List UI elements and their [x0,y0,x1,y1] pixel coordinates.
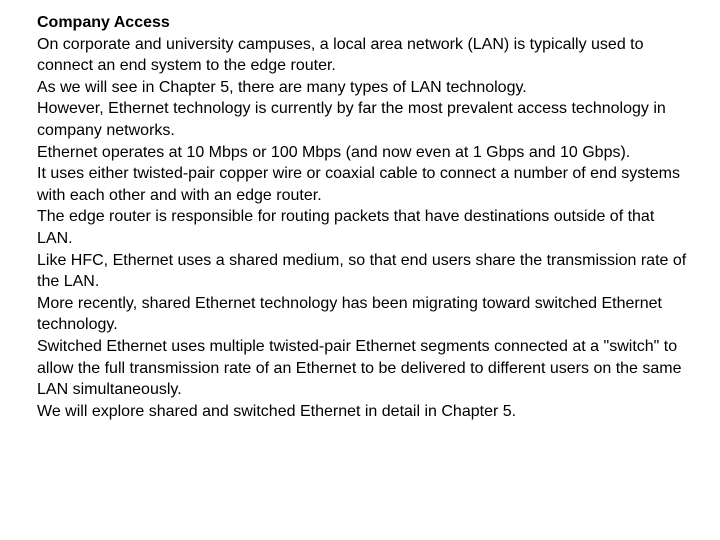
paragraph-ethernet-speeds: Ethernet operates at 10 Mbps or 100 Mbps (and now even at 1 Gbps and 10 Gbps). [37,143,631,161]
paragraph-chapter-reference: We will explore shared and switched Ethernet in detail in Chapter 5. [37,402,517,420]
paragraph-lan-intro: On corporate and university campuses, a local area network (LAN) is typically used to connect an end system to the edge router. [37,35,644,75]
slide-body [37,12,687,422]
paragraph-edge-router: The edge router is responsible for routing packets that have destinations outside of that LAN. [37,208,655,247]
paragraph-switched-ethernet: Switched Ethernet uses multiple twisted-pair Ethernet segments connected at a "switch" to allow the full transmission rate of an Ethernet to be delivered to different users on the same LAN simultaneously. [37,337,682,399]
slide-title: Company Access [37,14,170,31]
paragraph-ethernet-media: It uses either twisted-pair copper wire or coaxial cable to connect a number of end systems with each other and with an edge router. [37,165,680,204]
paragraph-lan-types: As we will see in Chapter 5, there are many types of LAN technology. [37,78,527,96]
paragraph-migration: More recently, shared Ethernet technology has been migrating toward switched Ethernet technology. [37,294,662,334]
paragraph-shared-medium: Like HFC, Ethernet uses a shared medium, so that end users share the transmission rate of the LAN. [37,251,687,291]
paragraph-ethernet-prevalent: However, Ethernet technology is currently by far the most prevalent access technology in company networks. [37,100,666,139]
